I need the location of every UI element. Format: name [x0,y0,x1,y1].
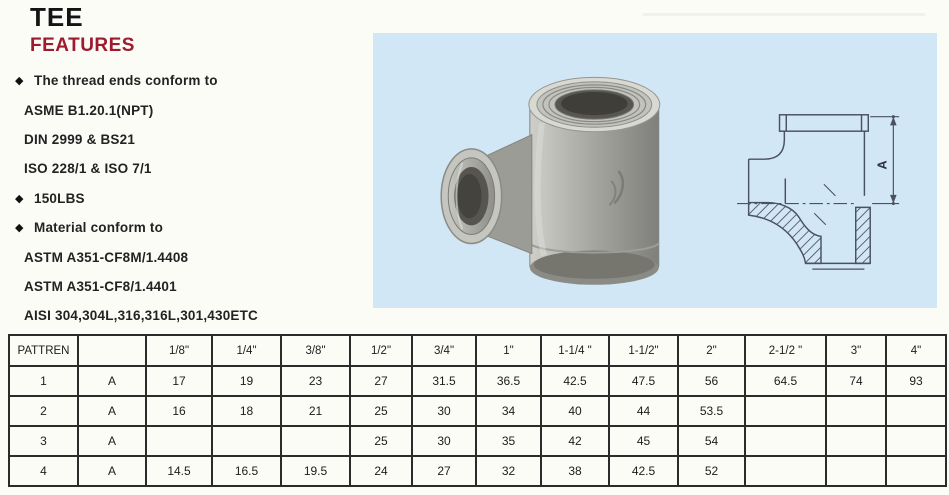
table-cell: 30 [412,426,476,456]
feature-text: ASTM A351-CF8M/1.4408 [24,249,189,265]
header-row [9,335,946,366]
table-cell: 42 [541,426,609,456]
feature-text: 150LBS [34,190,85,206]
table-cell: 25 [350,396,412,426]
header-cell: 1/2" [350,335,412,366]
table-cell: 21 [281,396,350,426]
feature-item [15,213,365,242]
table-cell: 36.5 [476,366,541,396]
header-cell: 1" [476,335,541,366]
table-cell: 42.5 [541,366,609,396]
feature-text: AISI 304,304L,316,316L,301,430ETC [24,308,258,324]
table-cell: A [78,426,146,456]
table-row [9,456,946,486]
table-row [9,396,946,426]
table-cell: 42.5 [609,456,678,486]
page-header [30,3,135,57]
table-cell: 47.5 [609,366,678,396]
feature-item [15,272,365,301]
table-cell [886,396,946,426]
feature-text: The thread ends conform to [34,73,218,89]
table-cell: 1 [9,366,78,396]
table-cell: 27 [412,456,476,486]
table-cell [826,396,886,426]
table-cell: 2 [9,396,78,426]
table-cell [281,426,350,456]
table-cell: 30 [412,396,476,426]
diamond-bullet-icon: ◆ [15,75,24,88]
tee-section-outline [737,115,870,269]
table-cell: 45 [609,426,678,456]
dimension-label: A [875,160,890,170]
table-cell: 16 [146,396,212,426]
header-cell [78,335,146,366]
table-cell: 93 [886,366,946,396]
table-cell: A [78,456,146,486]
header-cell: 1/8" [146,335,212,366]
table-cell: 74 [826,366,886,396]
table-cell: 19.5 [281,456,350,486]
table-cell: 3 [9,426,78,456]
header-cell: 2-1/2 " [745,335,826,366]
table-cell [146,426,212,456]
dimensions-table [8,334,947,487]
table-cell: 34 [476,396,541,426]
feature-item [15,154,365,183]
table-cell: 44 [609,396,678,426]
feature-item [15,125,365,154]
table-cell: 32 [476,456,541,486]
table-cell: 27 [350,366,412,396]
feature-text: ISO 228/1 & ISO 7/1 [24,161,152,177]
table-cell: 56 [678,366,745,396]
table-cell [826,426,886,456]
table-cell [826,456,886,486]
header-cell: 1/4" [212,335,281,366]
features-heading: FEATURES [30,34,135,56]
technical-drawing [729,109,913,273]
header-cell: 1-1/2" [609,335,678,366]
table-cell: 24 [350,456,412,486]
feature-item [15,66,365,95]
features-list [15,66,365,331]
table-cell: 18 [212,396,281,426]
table-cell [745,456,826,486]
cropped-content-artifact [643,13,925,16]
table-cell: A [78,396,146,426]
table-cell: 54 [678,426,745,456]
table-cell: 38 [541,456,609,486]
table-cell: 19 [212,366,281,396]
table-cell: 25 [350,426,412,456]
header-cell: 3/8" [281,335,350,366]
media-panel [373,33,937,308]
tee-fitting-image [441,77,660,284]
table-cell [745,426,826,456]
table-row [9,366,946,396]
dimension-a [870,115,899,205]
table-cell: 23 [281,366,350,396]
table-cell: 64.5 [745,366,826,396]
feature-text: ASME B1.20.1(NPT) [24,102,154,118]
header-cell: 1-1/4 " [541,335,609,366]
feature-item [15,301,365,330]
table-cell: 40 [541,396,609,426]
diamond-bullet-icon: ◆ [15,192,24,205]
feature-item [15,242,365,271]
header-cell: PATTREN [9,335,78,366]
table-cell: 53.5 [678,396,745,426]
header-cell: 4" [886,335,946,366]
table-cell: A [78,366,146,396]
product-title: TEE [30,2,84,32]
table-cell: 35 [476,426,541,456]
feature-text: DIN 2999 & BS21 [24,131,136,147]
table-row [9,426,946,456]
feature-item [15,95,365,124]
table-cell: 14.5 [146,456,212,486]
table-cell: 4 [9,456,78,486]
feature-text: Material conform to [34,220,164,236]
header-cell: 3" [826,335,886,366]
table-cell: 16.5 [212,456,281,486]
product-photo [411,41,693,301]
table-cell [886,426,946,456]
feature-item [15,184,365,213]
table-cell: 31.5 [412,366,476,396]
table-cell [745,396,826,426]
table-cell: 17 [146,366,212,396]
table-cell [886,456,946,486]
table-cell [212,426,281,456]
feature-text: ASTM A351-CF8/1.4401 [24,278,177,294]
header-cell: 2" [678,335,745,366]
diamond-bullet-icon: ◆ [15,222,24,235]
table-cell: 52 [678,456,745,486]
header-cell: 3/4" [412,335,476,366]
